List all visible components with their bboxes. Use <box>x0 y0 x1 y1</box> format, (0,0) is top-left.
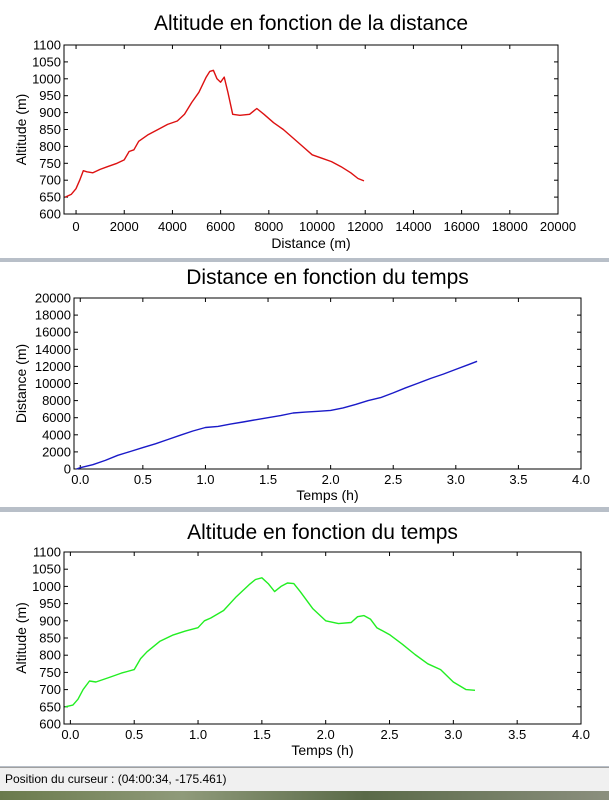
x-tick-label: 8000 <box>254 219 284 234</box>
x-tick-label: 2.0 <box>316 727 335 742</box>
chart-altitude-distance[interactable] <box>0 0 609 258</box>
plot-area <box>64 45 558 214</box>
y-axis-label: Altitude (m) <box>13 93 29 166</box>
desktop-background <box>0 791 609 800</box>
x-axis-label: Temps (h) <box>291 742 354 758</box>
plot-area <box>74 298 581 469</box>
y-tick-label: 850 <box>39 122 61 137</box>
x-tick-label: 2000 <box>109 219 139 234</box>
chart-title: Distance en fonction du temps <box>186 266 469 289</box>
y-tick-label: 900 <box>39 105 61 121</box>
cursor-position-text: Position du curseur : (04:00:34, -175.461) <box>5 772 227 786</box>
x-tick-label: 2.5 <box>384 472 403 487</box>
y-tick-label: 1050 <box>32 54 61 70</box>
x-tick-label: 3.0 <box>444 727 463 742</box>
y-tick-label: 750 <box>39 155 61 171</box>
x-tick-label: 4.0 <box>571 472 591 487</box>
y-tick-label: 18000 <box>34 307 71 323</box>
y-tick-label: 16000 <box>34 324 71 340</box>
x-tick-label: 3.0 <box>446 472 465 487</box>
y-tick-label: 1050 <box>32 561 61 577</box>
y-tick-label: 1000 <box>32 578 61 594</box>
y-tick-label: 14000 <box>34 341 71 357</box>
x-axis-label: Distance (m) <box>271 235 351 251</box>
y-tick-label: 600 <box>39 206 61 222</box>
x-tick-label: 0.0 <box>61 727 80 742</box>
chart-panel-altitude-distance <box>0 0 609 258</box>
y-axis-label: Distance (m) <box>13 343 29 424</box>
y-tick-label: 900 <box>39 613 61 629</box>
x-tick-label: 0.0 <box>71 472 90 487</box>
x-tick-label: 12000 <box>347 219 384 234</box>
y-tick-label: 6000 <box>42 410 71 426</box>
y-tick-label: 600 <box>39 716 61 732</box>
chart-distance-time[interactable] <box>0 262 609 507</box>
y-tick-label: 2000 <box>42 444 71 460</box>
x-tick-label: 20000 <box>539 219 577 234</box>
x-tick-label: 1.0 <box>196 472 215 487</box>
chart-altitude-time[interactable] <box>0 512 609 766</box>
x-tick-label: 1.5 <box>258 472 278 487</box>
plot-area <box>64 552 581 724</box>
y-tick-label: 10000 <box>34 376 71 391</box>
chart-panel-altitude-time <box>0 512 609 766</box>
y-tick-label: 700 <box>39 682 61 698</box>
y-tick-label: 12000 <box>34 358 71 374</box>
y-tick-label: 1000 <box>32 71 61 87</box>
y-tick-label: 700 <box>39 172 61 188</box>
x-tick-label: 14000 <box>395 219 432 234</box>
y-tick-label: 850 <box>39 630 61 646</box>
x-tick-label: 10000 <box>298 219 336 234</box>
y-tick-label: 20000 <box>34 290 71 306</box>
y-tick-label: 950 <box>39 88 61 104</box>
x-tick-label: 4.0 <box>571 727 591 742</box>
y-axis-label: Altitude (m) <box>13 602 29 674</box>
y-tick-label: 8000 <box>42 393 71 409</box>
chart-title: Altitude en fonction de la distance <box>153 12 469 35</box>
x-tick-label: 18000 <box>491 219 528 234</box>
x-tick-label: 0 <box>72 219 80 234</box>
x-axis-label: Temps (h) <box>296 487 359 503</box>
x-tick-label: 3.5 <box>509 472 528 487</box>
x-tick-label: 0.5 <box>125 727 144 742</box>
x-tick-label: 4000 <box>157 219 187 234</box>
y-tick-label: 1100 <box>33 37 61 53</box>
x-tick-label: 2.5 <box>380 727 399 742</box>
chart-title: Altitude en fonction du temps <box>187 521 458 544</box>
x-tick-label: 2.0 <box>321 472 340 487</box>
chart-panel-distance-time <box>0 262 609 507</box>
y-tick-label: 800 <box>39 138 61 154</box>
y-tick-label: 1100 <box>33 544 61 560</box>
y-tick-label: 4000 <box>42 427 71 443</box>
y-tick-label: 950 <box>39 596 61 612</box>
x-tick-label: 1.5 <box>252 727 271 742</box>
x-tick-label: 16000 <box>443 219 480 234</box>
y-tick-label: 750 <box>39 664 61 680</box>
x-tick-label: 1.0 <box>188 727 208 742</box>
x-tick-label: 0.5 <box>133 472 152 487</box>
y-tick-label: 650 <box>39 189 61 205</box>
status-bar <box>0 767 609 792</box>
x-tick-label: 3.5 <box>508 727 527 742</box>
y-tick-label: 0 <box>63 461 71 477</box>
x-tick-label: 6000 <box>206 219 236 234</box>
y-tick-label: 650 <box>39 699 61 715</box>
y-tick-label: 800 <box>39 647 61 663</box>
